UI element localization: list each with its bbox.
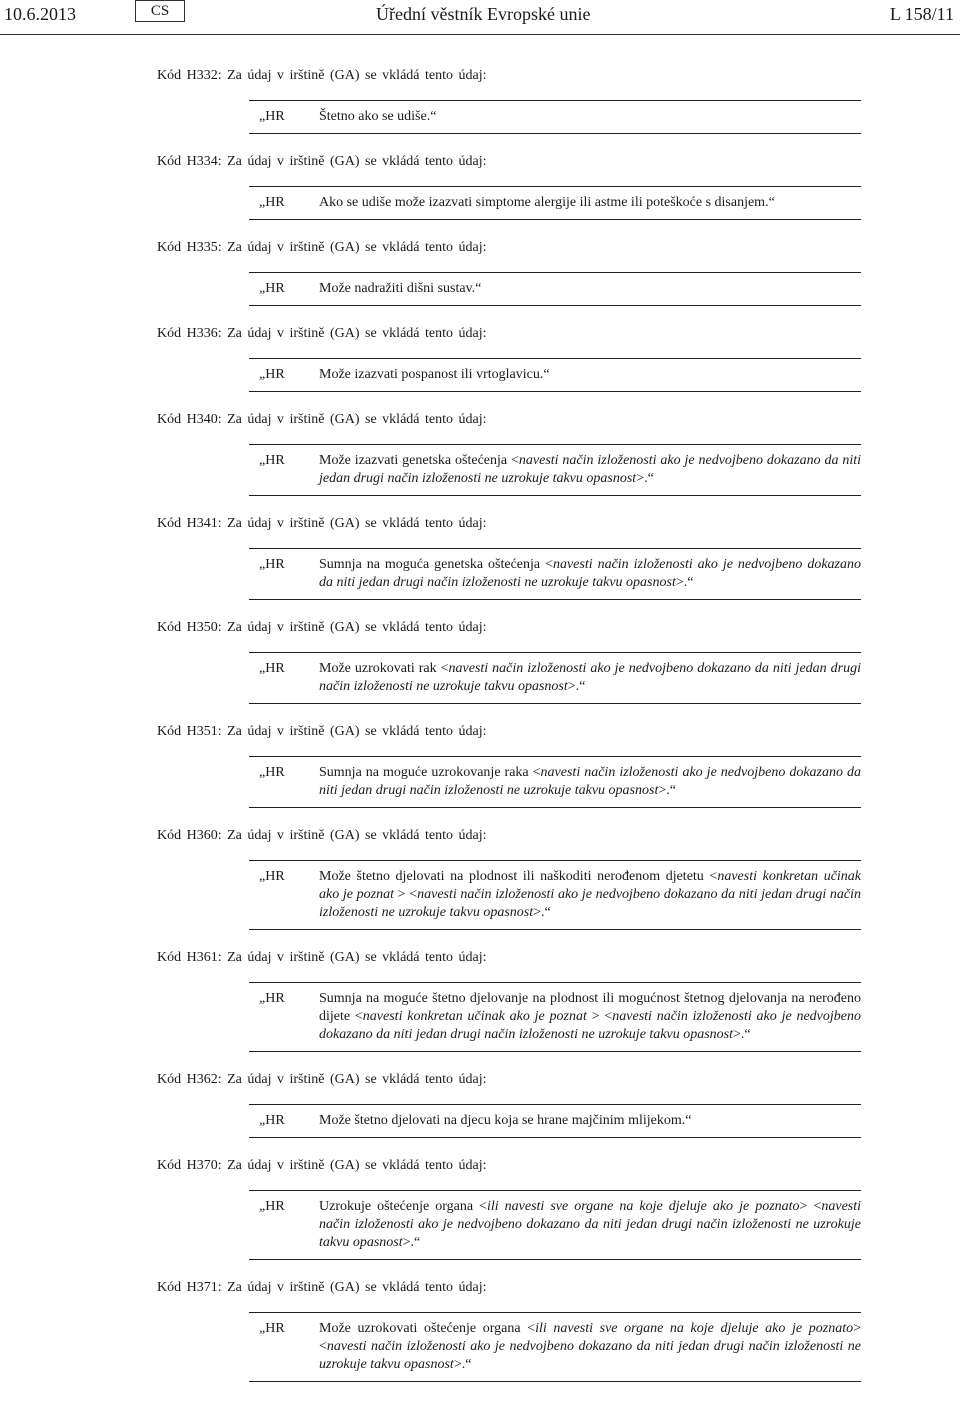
statement-fragment: >.“ (733, 1027, 751, 1042)
replacement-text-box (249, 186, 861, 220)
statement-fragment: Može izazvati genetska oštećenja < (319, 453, 519, 468)
hazard-statement-text (319, 764, 861, 800)
replacement-text-box (249, 358, 861, 392)
replacement-text-box (249, 272, 861, 306)
hazard-statement-text (319, 990, 861, 1044)
language-code: „HR (259, 367, 285, 382)
italic-placeholder: navesti konkretan učinak ako je poznat (319, 869, 862, 902)
code-instruction: Kód H361: Za údaj v irštině (GA) se vkládá tento údaj: (157, 950, 487, 965)
code-instruction: Kód H336: Za údaj v irštině (GA) se vkládá tento údaj: (157, 326, 487, 341)
language-code: „HR (259, 1199, 285, 1214)
statement-fragment: Ako se udiše može izazvati simptome alergije ili astme ili poteškoće s disanjem.“ (319, 195, 775, 210)
language-code: „HR (259, 557, 285, 572)
hazard-statement-text (319, 108, 861, 126)
statement-fragment: Sumnja na moguće štetno djelovanje na plodnost ili mogućnost štetnog djelovanja na nerođeno dijete < (319, 991, 861, 1024)
hazard-statement-text (319, 556, 861, 592)
italic-placeholder: navesti način izloženosti ako je nedvojbeno dokazano da niti jedan drugi način izloženosti ne uzrokuje takvu opasnost (319, 557, 861, 590)
replacement-text-box (249, 982, 861, 1052)
statement-fragment: >.“ (675, 575, 694, 590)
amendment-entry (157, 619, 862, 723)
statement-fragment: Može štetno djelovati na djecu koja se hrane majčinim mlijekom.“ (319, 1113, 692, 1128)
replacement-text-box (249, 1190, 861, 1260)
amendment-entry (157, 239, 862, 325)
replacement-text-box (249, 444, 861, 496)
replacement-text-box (249, 1104, 861, 1138)
statement-fragment: Uzrokuje oštećenje organa < (319, 1199, 487, 1214)
hazard-statement-text (319, 366, 861, 384)
code-instruction: Kód H362: Za údaj v irštině (GA) se vkládá tento údaj: (157, 1072, 487, 1087)
statement-fragment: >.“ (402, 1235, 421, 1250)
amendment-entry (157, 949, 862, 1071)
statement-fragment: >.“ (533, 905, 551, 920)
code-instruction: Kód H351: Za údaj v irštině (GA) se vkládá tento údaj: (157, 724, 487, 739)
italic-placeholder: navesti način izloženosti ako je nedvojbeno dokazano da niti jedan drugi način izloženosti ne uzrokuje takvu opasnost (319, 1339, 861, 1372)
statement-fragment: > < (393, 887, 418, 902)
statement-fragment: Sumnja na moguća genetska oštećenja < (319, 557, 553, 572)
code-instruction: Kód H370: Za údaj v irštině (GA) se vkládá tento údaj: (157, 1158, 487, 1173)
italic-placeholder: navesti način izloženosti ako je nedvojbeno dokazano da niti jedan drugi način izloženosti ne uzrokuje takvu opasnost (319, 1199, 862, 1250)
italic-placeholder: navesti način izloženosti ako je nedvojbeno dokazano da niti jedan drugi način izloženosti ne uzrokuje takvu opasnost (319, 765, 861, 798)
statement-fragment: Može štetno djelovati na plodnost ili naškoditi nerođenom djetetu < (319, 869, 718, 884)
replacement-text-box (249, 1312, 861, 1382)
statement-fragment: Može izazvati pospanost ili vrtoglavicu.“ (319, 367, 550, 382)
statement-fragment: Može uzrokovati oštećenje organa < (319, 1321, 536, 1336)
code-instruction: Kód H371: Za údaj v irštině (GA) se vkládá tento údaj: (157, 1280, 487, 1295)
language-code: „HR (259, 453, 285, 468)
italic-placeholder: ili navesti sve organe na koje djeluje ako je poznato (535, 1321, 854, 1336)
amendment-entry (157, 1071, 862, 1157)
code-instruction: Kód H340: Za údaj v irštině (GA) se vkládá tento údaj: (157, 412, 487, 427)
hazard-statement-text (319, 1198, 861, 1252)
statement-fragment: >.“ (567, 679, 586, 694)
italic-placeholder: ili navesti sve organe na koje djeluje ako je poznato (486, 1199, 800, 1214)
amendment-entry (157, 1157, 862, 1279)
replacement-text-box (249, 860, 861, 930)
hazard-statement-text (319, 452, 861, 488)
italic-placeholder: navesti način izloženosti ako je nedvojbeno dokazano da niti jedan drugi način izloženosti ne uzrokuje takvu opasnost (319, 661, 861, 694)
italic-placeholder: navesti način izloženosti ako je nedvojbeno dokazano da niti jedan drugi način izloženosti ne uzrokuje takvu opasnost (319, 453, 861, 486)
statement-fragment: >.“ (658, 783, 676, 798)
language-code: „HR (259, 281, 285, 296)
code-instruction: Kód H350: Za údaj v irštině (GA) se vkládá tento údaj: (157, 620, 487, 635)
statement-fragment: > < (586, 1009, 613, 1024)
replacement-text-box (249, 756, 861, 808)
amendment-entry (157, 153, 862, 239)
page-number: L 158/11 (889, 4, 954, 24)
italic-placeholder: navesti način izloženosti ako je nedvojbeno dokazano da niti jedan drugi način izloženosti ne uzrokuje takvu opasnost (319, 887, 861, 920)
code-instruction: Kód H332: Za údaj v irštině (GA) se vkládá tento údaj: (157, 68, 487, 83)
hazard-statement-text (319, 868, 861, 922)
language-code: „HR (259, 661, 285, 676)
statement-fragment: > < (799, 1199, 822, 1214)
statement-fragment: Može uzrokovati rak < (319, 661, 449, 676)
header-divider (0, 34, 960, 35)
replacement-text-box (249, 548, 861, 600)
statement-fragment: > < (319, 1321, 861, 1354)
amendment-entry (157, 325, 862, 411)
code-instruction: Kód H360: Za údaj v irštině (GA) se vkládá tento údaj: (157, 828, 487, 843)
language-badge: CS (135, 0, 185, 22)
italic-placeholder: navesti konkretan učinak ako je poznat (362, 1009, 587, 1024)
hazard-statement-text (319, 280, 861, 298)
page-header (0, 0, 960, 40)
italic-placeholder: navesti način izloženosti ako je nedvojbeno dokazano da niti jedan drugi način izloženosti ne uzrokuje takvu opasnost (319, 1009, 861, 1042)
amendment-entry (157, 723, 862, 827)
language-code: „HR (259, 765, 285, 780)
hazard-statement-text (319, 194, 861, 212)
replacement-text-box (249, 100, 861, 134)
hazard-statement-text (319, 660, 861, 696)
document-body (157, 67, 862, 1401)
amendment-entry (157, 515, 862, 619)
statement-fragment: Sumnja na moguće uzrokovanje raka < (319, 765, 541, 780)
statement-fragment: Može nadražiti dišni sustav.“ (319, 281, 482, 296)
hazard-statement-text (319, 1320, 861, 1374)
amendment-entry (157, 67, 862, 153)
language-code: „HR (259, 109, 285, 124)
statement-fragment: Štetno ako se udiše.“ (319, 109, 437, 124)
code-instruction: Kód H334: Za údaj v irštině (GA) se vkládá tento údaj: (157, 154, 487, 169)
hazard-statement-text (319, 1112, 861, 1130)
amendment-entry (157, 1279, 862, 1401)
amendment-entry (157, 411, 862, 515)
code-instruction: Kód H341: Za údaj v irštině (GA) se vkládá tento údaj: (157, 516, 487, 531)
language-code: „HR (259, 869, 285, 884)
language-code: „HR (259, 991, 285, 1006)
statement-fragment: >.“ (453, 1357, 472, 1372)
language-code: „HR (259, 195, 285, 210)
statement-fragment: >.“ (636, 471, 654, 486)
journal-title: Úřední věstník Evropské unie (376, 4, 591, 24)
replacement-text-box (249, 652, 861, 704)
code-instruction: Kód H335: Za údaj v irštině (GA) se vkládá tento údaj: (157, 240, 487, 255)
language-code: „HR (259, 1321, 285, 1336)
publication-date: 10.6.2013 (4, 4, 76, 24)
language-code: „HR (259, 1113, 285, 1128)
amendment-entry (157, 827, 862, 949)
